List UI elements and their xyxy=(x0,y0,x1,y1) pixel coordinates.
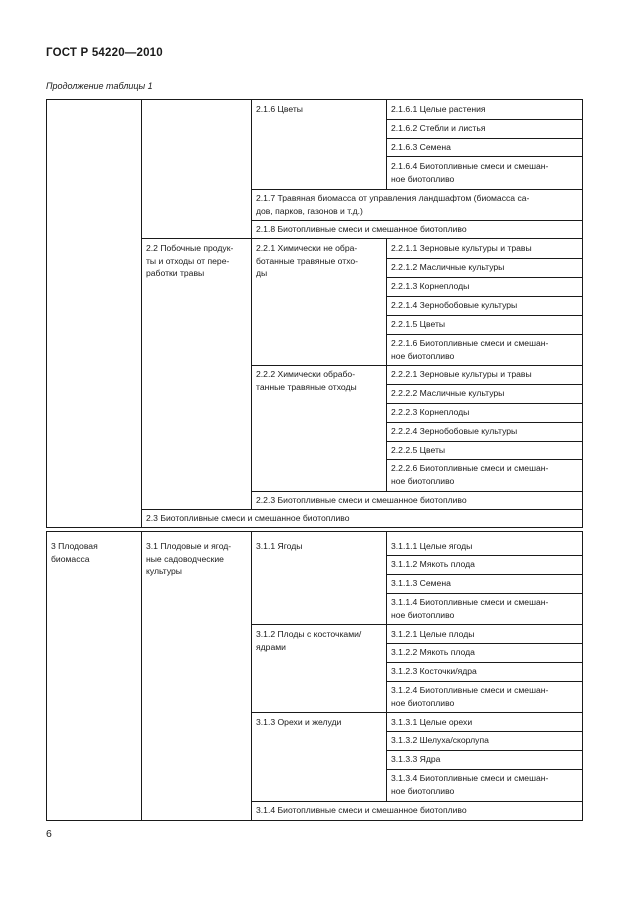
row-divider xyxy=(386,156,583,157)
cell-3-1-2 xyxy=(256,628,361,653)
row-divider xyxy=(141,238,583,239)
cell-2-2-1-3: 2.2.1.3 Корнеплоды xyxy=(391,281,470,291)
cell-3-1-1: 3.1.1 Ягоды xyxy=(256,541,303,551)
row-divider xyxy=(251,624,583,625)
cell-line: 3.1.2 Плоды с косточками/ xyxy=(256,629,362,639)
row-divider xyxy=(251,189,583,190)
cell-line: ботанные травяные отхо- xyxy=(256,255,359,266)
cell-line: 3.1.2.4 Биотопливные смеси и смешан- xyxy=(391,685,549,695)
cell-line: ное биотопливо xyxy=(391,173,455,184)
column-divider xyxy=(141,99,142,527)
row-divider xyxy=(141,509,583,510)
cell-3-1-2-1: 3.1.2.1 Целые плоды xyxy=(391,629,475,639)
row-divider xyxy=(251,220,583,221)
cell-line: дов, парков, газонов и т.д.) xyxy=(256,205,363,216)
cell-line: ное биотопливо xyxy=(391,475,455,486)
row-divider xyxy=(386,441,583,442)
row-divider xyxy=(386,258,583,259)
row-divider xyxy=(386,138,583,139)
cell-3-1-3-2: 3.1.3.2 Шелуха/скорлупа xyxy=(391,735,489,745)
cell-3-1-2-4 xyxy=(391,684,548,709)
cell-2-2-2-6 xyxy=(391,462,548,487)
cell-3-1-1-2: 3.1.1.2 Мякоть плода xyxy=(391,559,475,569)
cell-2-1-6-3: 2.1.6.3 Семена xyxy=(391,142,451,152)
cell-line: 3.1.1.4 Биотопливные смеси и смешан- xyxy=(391,597,549,607)
cell-2-2-1-4: 2.2.1.4 Зернобобовые культуры xyxy=(391,300,518,310)
page-number: 6 xyxy=(46,828,52,840)
table-border xyxy=(46,99,47,527)
cell-2-2-2-3: 2.2.2.3 Корнеплоды xyxy=(391,407,470,417)
row-divider xyxy=(386,769,583,770)
cell-2-2-1-5: 2.2.1.5 Цветы xyxy=(391,319,446,329)
cell-2-1-6: 2.1.6 Цветы xyxy=(256,104,303,114)
cell-3-1-3: 3.1.3 Орехи и желуди xyxy=(256,717,342,727)
cell-2-1-7 xyxy=(256,192,529,217)
cell-2-1-8: 2.1.8 Биотопливные смеси и смешанное биотопливо xyxy=(256,224,467,234)
cell-3-1-3-3: 3.1.3.3 Ядра xyxy=(391,754,441,764)
cell-2-2 xyxy=(146,242,233,280)
cell-2-1-6-2: 2.1.6.2 Стебли и листья xyxy=(391,123,486,133)
row-divider xyxy=(251,365,583,366)
row-divider xyxy=(386,315,583,316)
cell-3-1-3-4 xyxy=(391,772,548,797)
cell-line: 2.2.2.6 Биотопливные смеси и смешан- xyxy=(391,463,549,473)
cell-line: 2.1.6.4 Биотопливные смеси и смешан- xyxy=(391,161,549,171)
cell-line: ядрами xyxy=(256,641,286,652)
cell-3-1-3-1: 3.1.3.1 Целые орехи xyxy=(391,717,473,727)
cell-2-1-6-1: 2.1.6.1 Целые растения xyxy=(391,104,486,114)
column-divider xyxy=(386,99,387,189)
cell-line: биомасса xyxy=(51,553,90,564)
row-divider xyxy=(386,459,583,460)
cell-line: работки травы xyxy=(146,268,205,278)
cell-3-1-1-3: 3.1.1.3 Семена xyxy=(391,578,451,588)
row-divider xyxy=(386,574,583,575)
cell-line: ты и отходы от пере- xyxy=(146,255,230,266)
row-divider xyxy=(386,681,583,682)
standard-number: ГОСТ Р 54220—2010 xyxy=(46,47,163,59)
cell-line: ное биотопливо xyxy=(391,609,455,620)
row-divider xyxy=(386,422,583,423)
row-divider xyxy=(386,662,583,663)
cell-2-2-2 xyxy=(256,368,357,393)
cell-3-1-1-4 xyxy=(391,596,548,621)
cell-2-2-2-1: 2.2.2.1 Зерновые культуры и травы xyxy=(391,369,532,379)
row-divider xyxy=(251,801,583,802)
table-caption: Продолжение таблицы 1 xyxy=(46,81,153,91)
cell-line: танные травяные отходы xyxy=(256,381,357,392)
row-divider xyxy=(386,334,583,335)
cell-3-1-2-3: 3.1.2.3 Косточки/ядра xyxy=(391,666,477,676)
column-divider xyxy=(141,531,142,821)
row-divider xyxy=(386,643,583,644)
group-separator xyxy=(46,527,583,528)
row-divider xyxy=(386,277,583,278)
cell-2-2-2-4: 2.2.2.4 Зернобобовые культуры xyxy=(391,426,518,436)
cell-2-2-2-5: 2.2.2.5 Цветы xyxy=(391,445,446,455)
row-divider xyxy=(386,593,583,594)
cell-3-1-4: 3.1.4 Биотопливные смеси и смешанное биотопливо xyxy=(256,805,467,815)
cell-line: ное биотопливо xyxy=(391,697,455,708)
cell-line: ные садоводческие xyxy=(146,553,224,564)
cell-line: 2.2 Побочные продук- xyxy=(146,243,234,253)
row-divider xyxy=(386,555,583,556)
cell-line: 3.1 Плодовые и ягод- xyxy=(146,541,232,551)
group-separator xyxy=(46,531,583,532)
cell-line: 2.2.1.6 Биотопливные смеси и смешан- xyxy=(391,338,549,348)
column-divider xyxy=(251,99,252,509)
table-border xyxy=(582,99,583,527)
table-border xyxy=(46,531,47,821)
cell-line: ное биотопливо xyxy=(391,350,455,361)
row-divider xyxy=(386,384,583,385)
cell-2-2-1 xyxy=(256,242,358,280)
row-divider xyxy=(251,712,583,713)
cell-2-2-1-1: 2.2.1.1 Зерновые культуры и травы xyxy=(391,243,532,253)
cell-line: 3 Плодовая xyxy=(51,541,98,551)
row-divider xyxy=(251,491,583,492)
cell-line: 3.1.3.4 Биотопливные смеси и смешан- xyxy=(391,773,549,783)
cell-2-2-1-6 xyxy=(391,337,548,362)
row-divider xyxy=(386,731,583,732)
cell-line: 2.2.1 Химически не обра- xyxy=(256,243,358,253)
cell-2-2-2-2: 2.2.2.2 Масличные культуры xyxy=(391,388,505,398)
cell-3-1-1-1: 3.1.1.1 Целые ягоды xyxy=(391,541,473,551)
cell-line: ды xyxy=(256,268,268,278)
cell-2-2-1-2: 2.2.1.2 Масличные культуры xyxy=(391,262,505,272)
cell-line: 2.1.7 Травяная биомасса от управления ландшафтом (биомасса са- xyxy=(256,193,530,203)
table-border xyxy=(46,820,583,821)
column-divider xyxy=(251,531,252,821)
cell-2-3: 2.3 Биотопливные смеси и смешанное биотопливо xyxy=(146,513,350,523)
cell-line: культуры xyxy=(146,566,182,576)
row-divider xyxy=(386,119,583,120)
cell-line: ное биотопливо xyxy=(391,785,455,796)
row-divider xyxy=(386,296,583,297)
cell-line: 2.2.2 Химически обрабо- xyxy=(256,369,356,379)
row-divider xyxy=(386,403,583,404)
cell-3-1 xyxy=(146,540,231,578)
cell-2-1-6-4 xyxy=(391,160,548,185)
cell-2-2-3: 2.2.3 Биотопливные смеси и смешанное биотопливо xyxy=(256,495,467,505)
cell-3 xyxy=(51,540,98,565)
column-divider xyxy=(386,531,387,802)
cell-3-1-2-2: 3.1.2.2 Мякоть плода xyxy=(391,647,475,657)
row-divider xyxy=(386,750,583,751)
table-border xyxy=(46,99,583,100)
